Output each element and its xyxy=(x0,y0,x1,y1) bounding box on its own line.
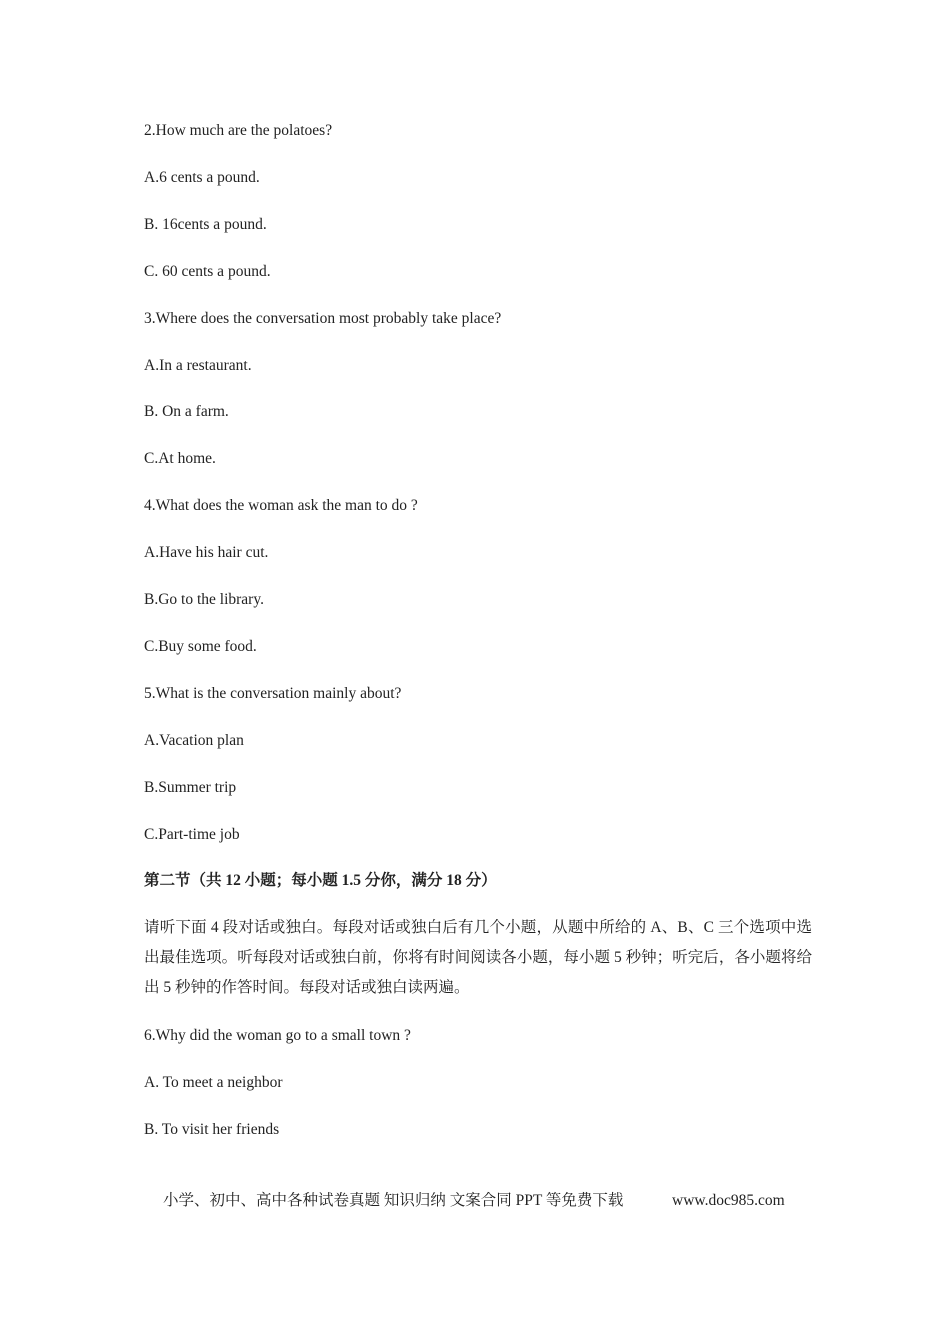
q4-option-c: C.Buy some food. xyxy=(144,638,257,655)
q6-option-a: A. To meet a neighbor xyxy=(144,1074,283,1091)
q6-option-b: B. To visit her friends xyxy=(144,1121,280,1138)
footer-website: www.doc985.com xyxy=(672,1192,785,1209)
q2-option-c: C. 60 cents a pound. xyxy=(144,263,271,280)
q5-option-b: B.Summer trip xyxy=(144,779,237,796)
q3-option-c: C.At home. xyxy=(144,450,216,467)
q2-option-a: A.6 cents a pound. xyxy=(144,169,260,186)
q5-option-a: A.Vacation plan xyxy=(144,732,244,749)
footer-description: 小学、初中、高中各种试卷真题 知识归纳 文案合同 PPT 等免费下载 xyxy=(163,1192,624,1209)
question-6: 6.Why did the woman go to a small town ? xyxy=(144,1027,411,1044)
question-2: 2.How much are the polatoes? xyxy=(144,122,333,139)
section-heading: 第二节（共 12 小题；每小题 1.5 分你，满分 18 分） xyxy=(144,872,497,889)
section-instructions: 请听下面 4 段对话或独白。每段对话或独白后有几个小题，从题中所给的 A、B、C 三个选项中选出最佳选项。听每段对话或独白前，你将有时间阅读各小题，每小题 5 秒钟；听完后，各小题将给出 5 秒钟的作答时间。每段对话或独白读两遍。 xyxy=(144,919,812,996)
q2-option-b: B. 16cents a pound. xyxy=(144,216,267,233)
question-3: 3.Where does the conversation most probably take place? xyxy=(144,310,502,327)
q4-option-b: B.Go to the library. xyxy=(144,591,264,608)
question-4: 4.What does the woman ask the man to do ? xyxy=(144,497,418,514)
q4-option-a: A.Have his hair cut. xyxy=(144,544,269,561)
q3-option-a: A.In a restaurant. xyxy=(144,357,252,374)
question-5: 5.What is the conversation mainly about? xyxy=(144,685,402,702)
q3-option-b: B. On a farm. xyxy=(144,403,229,420)
q5-option-c: C.Part-time job xyxy=(144,826,240,843)
